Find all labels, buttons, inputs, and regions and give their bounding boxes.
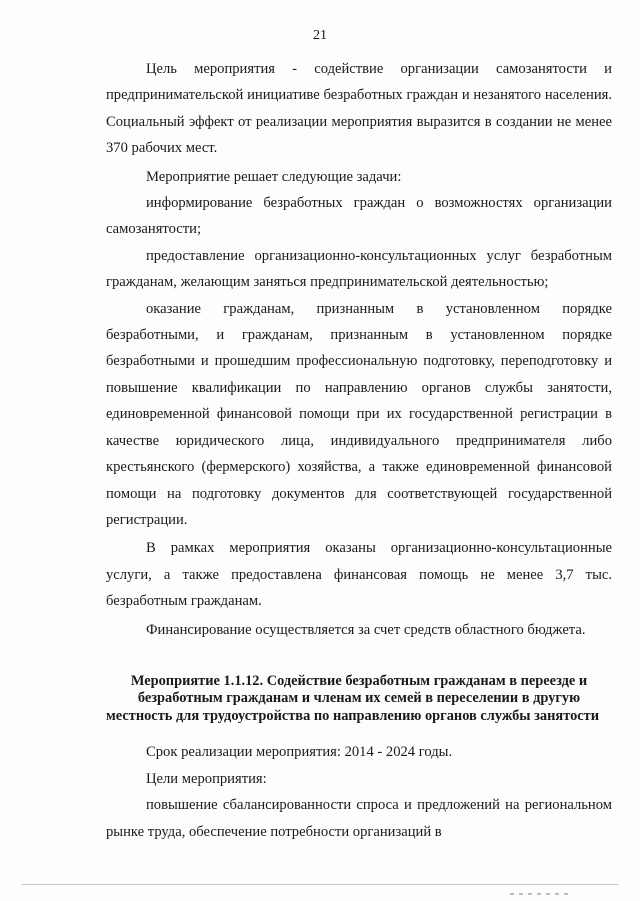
section-heading: Мероприятие 1.1.12. Содействие безработным гражданам в переезде и безработным гражданам и членам их семей в переселении в другую местность для трудоустройства по направлению органов службы занятости <box>106 672 600 724</box>
scan-edge-specks <box>510 893 570 895</box>
document-body <box>106 56 612 845</box>
scan-edge-line <box>22 884 618 885</box>
paragraph-tasks-intro: Мероприятие решает следующие задачи: <box>146 168 402 185</box>
paragraph-period: Срок реализации мероприятия: 2014 - 2024 годы. <box>146 744 453 761</box>
paragraph-task-consulting: предоставление организационно-консультационных услуг безработным гражданам, желающим заняться предпринимательской деятельностью; <box>106 247 612 291</box>
paragraph-goal: Цель мероприятия - содействие организации самозанятости и предпринимательской инициативе безработных граждан и незанятого населения. Социальный эффект от реализации мероприятия выразится в создании не менее 370 рабочих мест. <box>106 61 612 157</box>
paragraph-task-financial-aid: оказание гражданам, признанным в установленном порядке безработными, и гражданам, признанным в установленном порядке безработными и прошедшим профессиональную подготовку, переподготовку и повышение квалификации по направлению органов службы занятости, единовременной финансовой помощи при их государственной регистрации в качестве юридического лица, индивидуального предпринимателя либо крестьянского (фермерского) хозяйства, а также единовременной финансовой помощи на подготовку документов для соответствующей государственной регистрации. <box>106 300 612 528</box>
paragraph-task-informing: информирование безработных граждан о возможностях организации самозанятости; <box>106 195 612 238</box>
paragraph-results: В рамках мероприятия оказаны организационно-консультационные услуги, а также предоставлена финансовая помощь не менее 3,7 тыс. безработным гражданам. <box>106 540 612 610</box>
paragraph-financing: Финансирование осуществляется за счет средств областного бюджета. <box>146 621 586 638</box>
page-number: 21 <box>313 28 327 43</box>
paragraph-goals-intro: Цели мероприятия: <box>146 770 267 787</box>
paragraph-goal-balance: повышение сбалансированности спроса и предложений на региональном рынке труда, обеспечение потребности организаций в <box>106 797 612 840</box>
